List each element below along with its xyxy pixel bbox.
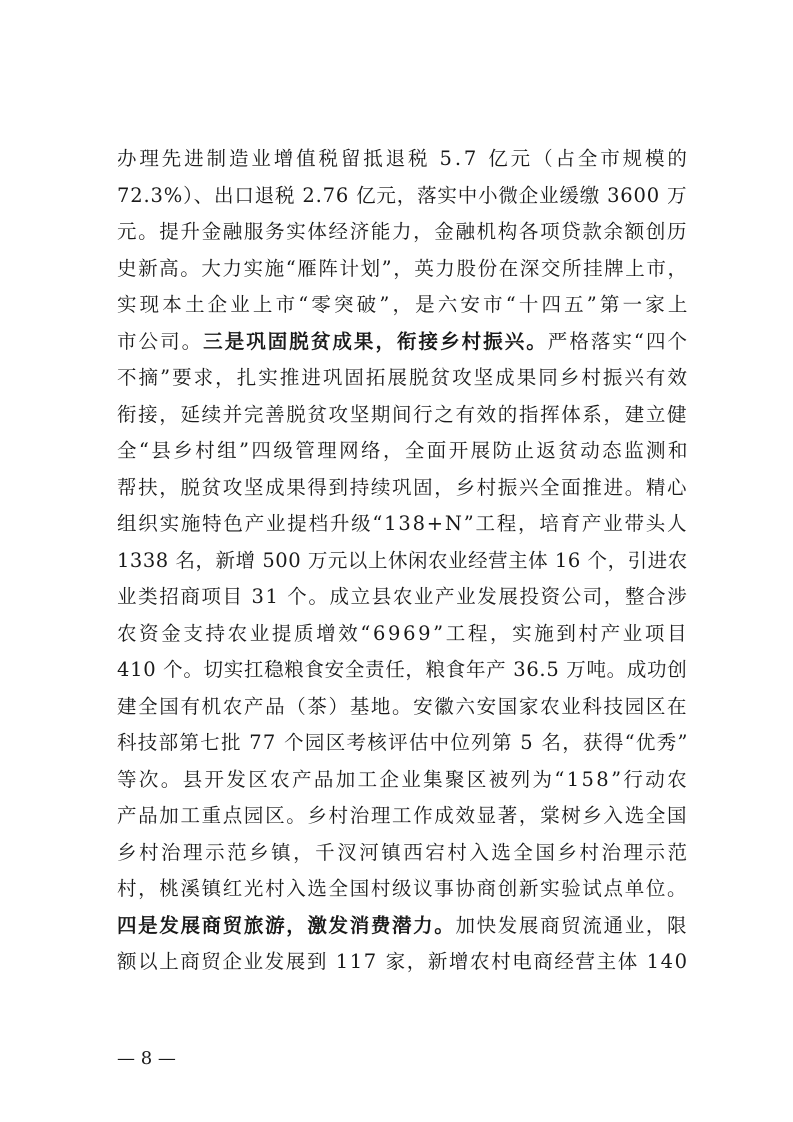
body-text-span: 元。提升金融服务实体经济能力，金融机构各项贷款余额创历	[117, 220, 689, 243]
bold-heading-text: 四是发展商贸旅游，激发消费潜力。	[117, 913, 456, 937]
body-text-span: 办理先进制造业增值税留抵退税 5.7 亿元（占全市规模的	[117, 147, 690, 170]
body-text-span: 加快发展商贸流通业，限	[455, 913, 689, 937]
body-text-span: 410 个。切实扛稳粮食安全责任，粮食年产 36.5 万吨。成功创	[117, 658, 688, 681]
text-line	[117, 762, 690, 799]
text-line	[117, 543, 687, 580]
body-text-span: 实现本土企业上市“零突破”，是六安市“十四五”第一家上	[117, 293, 691, 316]
body-text-span: 额以上商贸企业发展到 117 家，新增农村电商经营主体 140	[117, 950, 689, 973]
body-text-span: 严格落实“四个	[547, 329, 690, 353]
body-text-span: 建全国有机农产品（茶）基地。安徽六安国家农业科技园区在	[117, 694, 689, 718]
body-text-span: 村，桃溪镇红光村入选全国村级议事协商创新实验试点单位。	[117, 877, 689, 900]
body-text-span: 组织实施特色产业提档升级“138+N”工程，培育产业带头人	[117, 512, 689, 535]
text-line	[117, 360, 690, 397]
text-line	[117, 798, 687, 835]
text-line	[117, 506, 687, 543]
body-text-span: 等次。县开发区农产品加工企业集聚区被列为“158”行动农	[117, 767, 690, 791]
body-text-span: 72.3%）、出口退税 2.76 亿元，落实中小微企业缓缴 3600 万	[117, 183, 688, 207]
text-line	[117, 141, 690, 178]
text-line	[117, 287, 691, 324]
body-text-span: 不摘”要求，扎实推进巩固拓展脱贫攻坚成果同乡村振兴有效	[117, 366, 690, 389]
text-line	[117, 908, 687, 945]
text-line	[117, 944, 687, 981]
body-text-span: 帮扶，脱贫攻坚成果得到持续巩固，乡村振兴全面推进。精心	[117, 475, 689, 499]
text-line	[117, 725, 687, 762]
body-text-span: 农资金支持农业提质增效“6969”工程，实施到村产业项目	[117, 621, 690, 645]
text-line	[117, 251, 687, 288]
body-text-span: 产品加工重点园区。乡村治理工作成效显著，棠树乡入选全国	[117, 804, 689, 827]
text-line	[117, 324, 690, 361]
text-line	[117, 470, 687, 507]
body-text-span: 衔接，延续并完善脱贫攻坚期间行之有效的指挥体系，建立健	[117, 402, 689, 426]
body-text-span: 乡村治理示范乡镇，千汊河镇西宕村入选全国乡村治理示范	[117, 840, 690, 864]
body-text-span: 1338 名，新增 500 万元以上休闲农业经营主体 16 个，引进农	[117, 548, 688, 572]
text-line	[117, 616, 690, 653]
body-text-span: 史新高。大力实施“雁阵计划”，英力股份在深交所挂牌上市，	[117, 256, 689, 280]
body-text-span: 业类招商项目 31 个。成立县农业产业发展投资公司，整合涉	[117, 585, 689, 608]
text-line	[117, 835, 690, 872]
text-line	[117, 178, 687, 215]
text-line	[117, 871, 687, 908]
body-text-span: 市公司。	[117, 329, 204, 353]
body-text-span: 全“县乡村组”四级管理网络，全面开展防止返贫动态监测和	[117, 439, 690, 462]
text-line	[117, 214, 687, 251]
bold-heading-text: 三是巩固脱贫成果，衔接乡村振兴。	[203, 329, 548, 353]
text-line	[117, 689, 687, 726]
text-line	[117, 433, 690, 470]
text-line	[117, 579, 687, 616]
text-line	[117, 652, 687, 689]
body-text-span: 科技部第七批 77 个园区考核评估中位列第 5 名，获得“优秀”	[117, 731, 689, 754]
text-line	[117, 397, 687, 434]
body-text	[117, 141, 691, 981]
page-number: — 8 —	[117, 1048, 176, 1069]
